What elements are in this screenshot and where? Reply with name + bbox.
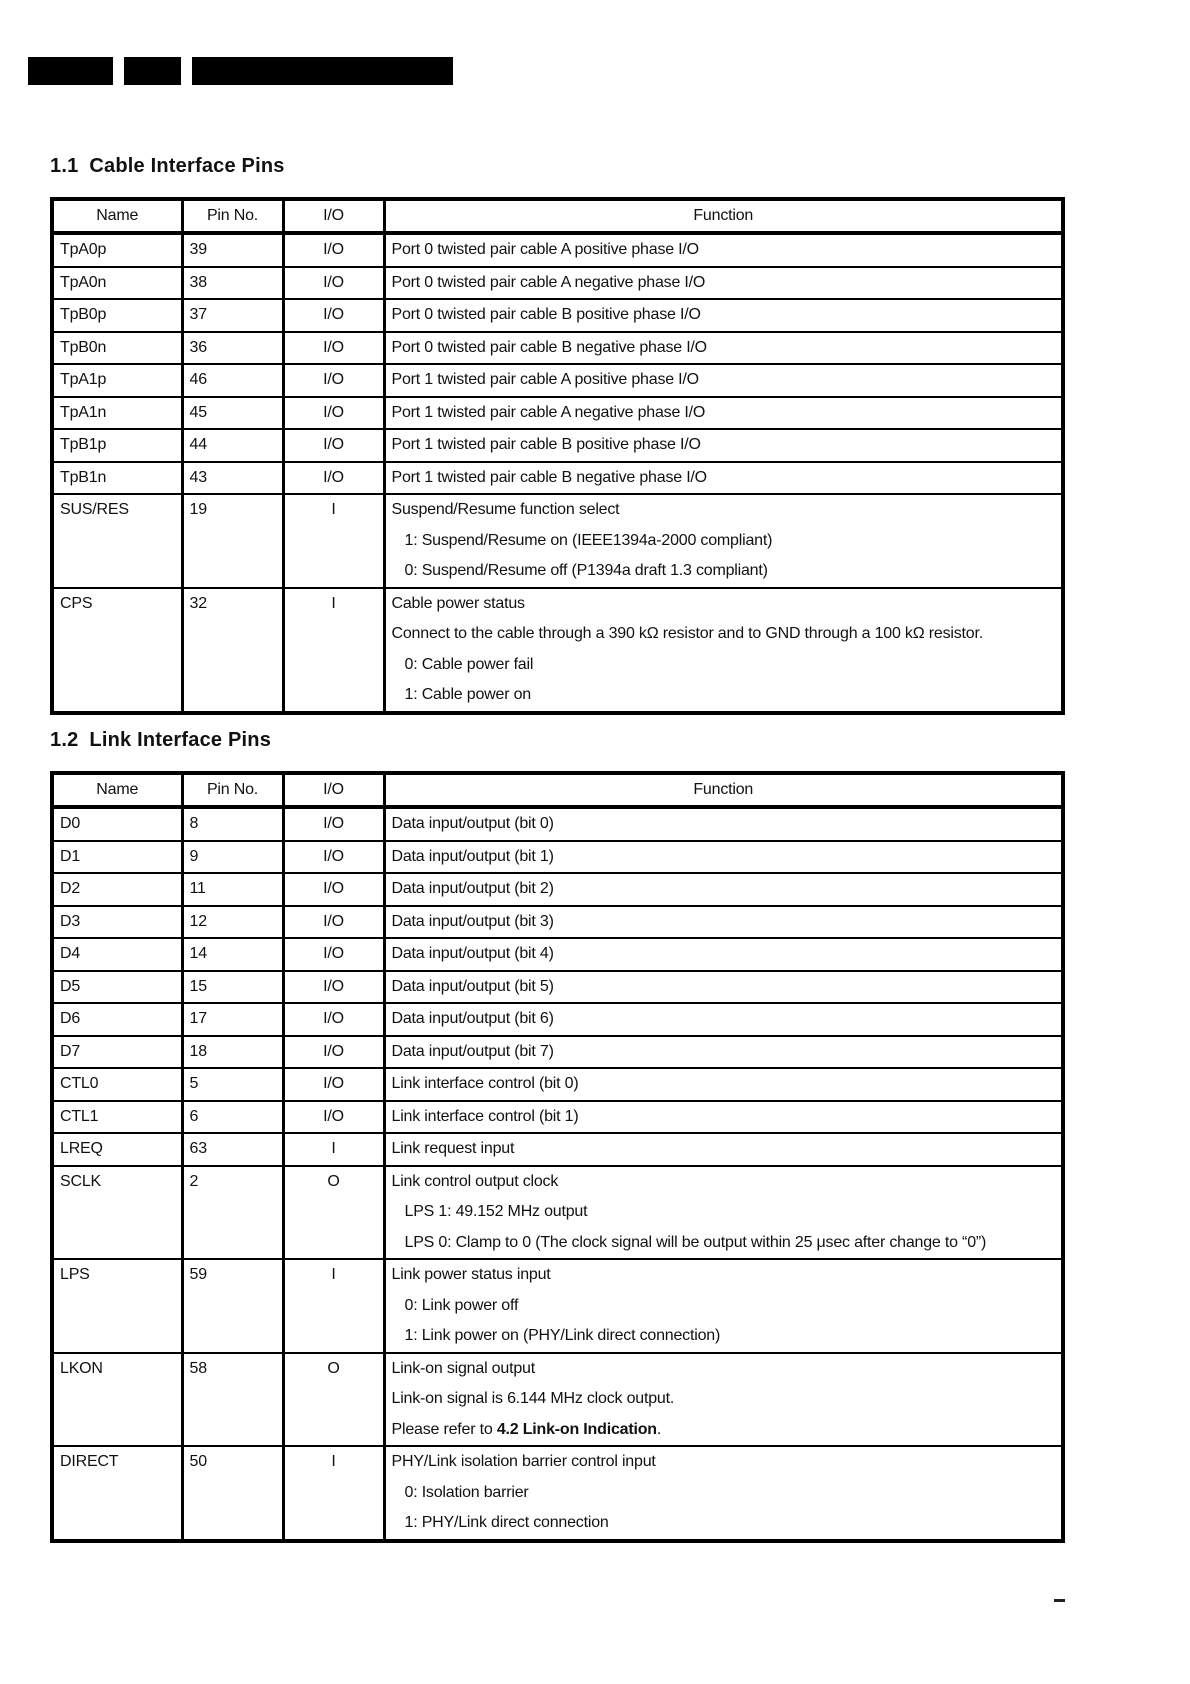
function-text: Port 0 twisted pair cable B negative phase I/O bbox=[391, 338, 707, 356]
header-bar-3 bbox=[192, 57, 453, 85]
pin-number: 8 bbox=[182, 807, 283, 841]
function-line bbox=[392, 650, 1056, 681]
pin-name: TpB0n bbox=[52, 332, 182, 365]
function-line bbox=[392, 300, 1056, 331]
function-line bbox=[392, 619, 1056, 650]
header-bar-1 bbox=[28, 57, 113, 85]
pin-io: O bbox=[283, 1166, 384, 1260]
pin-name: TpA0p bbox=[52, 233, 182, 267]
pin-name: CTL0 bbox=[52, 1068, 182, 1101]
function-text: Data input/output (bit 2) bbox=[391, 880, 554, 897]
pin-function bbox=[384, 807, 1063, 841]
pin-name: D4 bbox=[52, 938, 182, 971]
column-header: Name bbox=[52, 199, 182, 233]
pin-function bbox=[384, 588, 1063, 713]
table-row bbox=[52, 588, 1063, 713]
pin-name: TpA1n bbox=[52, 397, 182, 430]
table-row bbox=[52, 494, 1063, 588]
function-line bbox=[392, 398, 1056, 429]
function-line bbox=[392, 939, 1056, 970]
pin-io: I/O bbox=[283, 938, 384, 971]
function-line bbox=[392, 1384, 1056, 1415]
pin-number: 12 bbox=[182, 906, 283, 939]
pin-number: 43 bbox=[182, 462, 283, 495]
pin-number: 38 bbox=[182, 267, 283, 300]
pin-io: I/O bbox=[283, 267, 384, 300]
pin-function bbox=[384, 1259, 1063, 1353]
function-text: 0: Suspend/Resume off (P1394a draft 1.3 compliant) bbox=[404, 562, 768, 579]
function-line bbox=[392, 907, 1056, 938]
function-line bbox=[392, 972, 1056, 1003]
table-row bbox=[52, 1036, 1063, 1069]
pin-io: I/O bbox=[283, 429, 384, 462]
pin-io: I/O bbox=[283, 364, 384, 397]
pin-number: 37 bbox=[182, 299, 283, 332]
table-row bbox=[52, 1101, 1063, 1134]
pin-function bbox=[384, 397, 1063, 430]
link-interface-pins-table bbox=[50, 771, 1065, 1543]
table-row bbox=[52, 429, 1063, 462]
function-line bbox=[392, 463, 1056, 494]
section-heading-cable bbox=[50, 155, 285, 178]
function-line bbox=[392, 430, 1056, 461]
table-row bbox=[52, 1259, 1063, 1353]
function-text: Port 1 twisted pair cable A positive phase I/O bbox=[391, 371, 699, 388]
function-line bbox=[392, 589, 1056, 620]
function-text: 1: Cable power on bbox=[404, 686, 531, 703]
pin-number: 46 bbox=[182, 364, 283, 397]
function-line bbox=[392, 526, 1056, 557]
table-row bbox=[52, 1353, 1063, 1447]
function-text: Port 1 twisted pair cable B positive phase I/O bbox=[391, 436, 701, 453]
function-text: Link-on signal is 6.144 MHz clock output. bbox=[391, 1390, 675, 1407]
pin-number: 18 bbox=[182, 1036, 283, 1069]
pin-number: 58 bbox=[182, 1353, 283, 1447]
table-row bbox=[52, 1166, 1063, 1260]
section-title: Cable Interface Pins bbox=[89, 155, 285, 177]
pin-function bbox=[384, 1068, 1063, 1101]
pin-name: D0 bbox=[52, 807, 182, 841]
function-line bbox=[392, 1197, 1056, 1228]
function-text: Link request input bbox=[391, 1140, 515, 1157]
function-text: Port 1 twisted pair cable A negative phase I/O bbox=[391, 403, 706, 421]
table-row bbox=[52, 1003, 1063, 1036]
table-row bbox=[52, 233, 1063, 267]
function-text: LPS 1: 49.152 MHz output bbox=[404, 1203, 588, 1220]
function-text: Link interface control (bit 1) bbox=[391, 1107, 579, 1125]
function-text: 1: Link power on (PHY/Link direct connection) bbox=[404, 1327, 721, 1344]
table-row bbox=[52, 267, 1063, 300]
function-line bbox=[392, 333, 1056, 364]
function-text: Data input/output (bit 4) bbox=[391, 945, 554, 962]
pin-number: 63 bbox=[182, 1133, 283, 1166]
pin-number: 19 bbox=[182, 494, 283, 588]
column-header: Pin No. bbox=[182, 199, 283, 233]
function-text: 0: Cable power fail bbox=[404, 655, 534, 673]
function-line bbox=[392, 1321, 1056, 1352]
table-row bbox=[52, 807, 1063, 841]
function-line bbox=[392, 680, 1056, 711]
pin-name: DIRECT bbox=[52, 1446, 182, 1541]
function-text: Please refer to bbox=[391, 1420, 497, 1438]
pin-function bbox=[384, 971, 1063, 1004]
pin-name: SUS/RES bbox=[52, 494, 182, 588]
function-line bbox=[392, 268, 1056, 299]
function-text: 0: Link power off bbox=[404, 1296, 519, 1314]
table-row bbox=[52, 873, 1063, 906]
pin-io: I/O bbox=[283, 906, 384, 939]
function-text: Cable power status bbox=[391, 594, 525, 612]
pin-number: 39 bbox=[182, 233, 283, 267]
function-line bbox=[392, 1508, 1056, 1539]
function-line bbox=[392, 1415, 1056, 1446]
pin-io: I/O bbox=[283, 971, 384, 1004]
pin-number: 2 bbox=[182, 1166, 283, 1260]
pin-name: SCLK bbox=[52, 1166, 182, 1260]
pin-name: D7 bbox=[52, 1036, 182, 1069]
column-header: Function bbox=[384, 773, 1063, 807]
function-line bbox=[392, 495, 1056, 526]
function-text: Link-on signal output bbox=[391, 1359, 535, 1377]
pin-function bbox=[384, 1446, 1063, 1541]
pin-name: TpB0p bbox=[52, 299, 182, 332]
section-title: Link Interface Pins bbox=[89, 729, 272, 751]
function-text: 1: PHY/Link direct connection bbox=[404, 1514, 609, 1531]
pin-name: CTL1 bbox=[52, 1101, 182, 1134]
pin-name: D3 bbox=[52, 906, 182, 939]
pin-io: I/O bbox=[283, 1003, 384, 1036]
function-line bbox=[392, 1478, 1056, 1509]
pin-number: 36 bbox=[182, 332, 283, 365]
pin-function bbox=[384, 1101, 1063, 1134]
pin-function bbox=[384, 841, 1063, 874]
pin-name: TpA1p bbox=[52, 364, 182, 397]
cable-interface-pins-table bbox=[50, 197, 1065, 715]
table-row bbox=[52, 841, 1063, 874]
function-text: Data input/output (bit 0) bbox=[391, 815, 554, 832]
pin-name: D2 bbox=[52, 873, 182, 906]
pin-function bbox=[384, 1036, 1063, 1069]
pin-function bbox=[384, 233, 1063, 267]
function-line bbox=[392, 1004, 1056, 1035]
pin-io: I bbox=[283, 1259, 384, 1353]
table-row bbox=[52, 906, 1063, 939]
pin-io: I/O bbox=[283, 873, 384, 906]
pin-function bbox=[384, 1166, 1063, 1260]
pin-io: I/O bbox=[283, 233, 384, 267]
pin-io: I/O bbox=[283, 841, 384, 874]
pin-number: 45 bbox=[182, 397, 283, 430]
pin-name: D5 bbox=[52, 971, 182, 1004]
function-line bbox=[392, 1260, 1056, 1291]
function-text: Data input/output (bit 1) bbox=[391, 847, 554, 865]
pin-io: I bbox=[283, 1446, 384, 1541]
table-row bbox=[52, 397, 1063, 430]
section-number: 1.1 bbox=[50, 155, 79, 177]
pin-number: 59 bbox=[182, 1259, 283, 1353]
function-line bbox=[392, 1102, 1056, 1133]
function-line bbox=[392, 809, 1056, 840]
pin-io: I/O bbox=[283, 1068, 384, 1101]
column-header: Pin No. bbox=[182, 773, 283, 807]
pin-function bbox=[384, 1003, 1063, 1036]
table-row bbox=[52, 299, 1063, 332]
pin-function bbox=[384, 299, 1063, 332]
pin-io: I bbox=[283, 1133, 384, 1166]
function-text: Port 0 twisted pair cable A positive phase I/O bbox=[391, 241, 699, 258]
function-line bbox=[392, 1134, 1056, 1165]
function-text: Link interface control (bit 0) bbox=[391, 1075, 579, 1092]
function-text: Data input/output (bit 6) bbox=[391, 1010, 554, 1027]
function-text: Suspend/Resume function select bbox=[391, 501, 620, 518]
pin-number: 9 bbox=[182, 841, 283, 874]
table-row bbox=[52, 938, 1063, 971]
table-row bbox=[52, 971, 1063, 1004]
function-line bbox=[392, 365, 1056, 396]
pin-name: TpA0n bbox=[52, 267, 182, 300]
pin-io: I/O bbox=[283, 1101, 384, 1134]
pin-number: 5 bbox=[182, 1068, 283, 1101]
table-row bbox=[52, 364, 1063, 397]
pin-io: O bbox=[283, 1353, 384, 1447]
pin-number: 14 bbox=[182, 938, 283, 971]
pin-function bbox=[384, 332, 1063, 365]
function-text: Port 1 twisted pair cable B negative phase I/O bbox=[391, 468, 707, 486]
function-line bbox=[392, 842, 1056, 873]
function-line bbox=[392, 235, 1056, 266]
function-text: PHY/Link isolation barrier control input bbox=[391, 1453, 656, 1470]
pin-number: 6 bbox=[182, 1101, 283, 1134]
reference-link-text: 4.2 Link-on Indication bbox=[496, 1420, 657, 1438]
pin-io: I bbox=[283, 494, 384, 588]
pin-number: 17 bbox=[182, 1003, 283, 1036]
function-text: LPS 0: Clamp to 0 (The clock signal will be output within 25 μsec after change to “0”) bbox=[404, 1233, 987, 1251]
column-header: I/O bbox=[283, 773, 384, 807]
pin-number: 50 bbox=[182, 1446, 283, 1541]
pin-name: LPS bbox=[52, 1259, 182, 1353]
function-text: Port 0 twisted pair cable A negative phase I/O bbox=[391, 273, 706, 291]
pin-name: TpB1n bbox=[52, 462, 182, 495]
function-text: Connect to the cable through a 390 kΩ resistor and to GND through a 100 kΩ resistor. bbox=[391, 625, 983, 642]
table-row bbox=[52, 1133, 1063, 1166]
function-text: Data input/output (bit 7) bbox=[391, 1042, 554, 1060]
pin-function bbox=[384, 1133, 1063, 1166]
function-line bbox=[392, 1069, 1056, 1100]
pin-function bbox=[384, 494, 1063, 588]
pin-number: 15 bbox=[182, 971, 283, 1004]
column-header: I/O bbox=[283, 199, 384, 233]
pin-io: I/O bbox=[283, 1036, 384, 1069]
pin-name: CPS bbox=[52, 588, 182, 713]
pin-function bbox=[384, 938, 1063, 971]
function-text: Data input/output (bit 5) bbox=[391, 977, 554, 995]
pin-number: 32 bbox=[182, 588, 283, 713]
pin-io: I/O bbox=[283, 397, 384, 430]
pin-function bbox=[384, 429, 1063, 462]
function-line bbox=[392, 1354, 1056, 1385]
function-line bbox=[392, 1228, 1056, 1259]
header-bar-2 bbox=[124, 57, 181, 85]
function-line bbox=[392, 1037, 1056, 1068]
pin-name: TpB1p bbox=[52, 429, 182, 462]
section-number: 1.2 bbox=[50, 729, 79, 751]
section-heading-link bbox=[50, 729, 271, 752]
pin-function bbox=[384, 1353, 1063, 1447]
table-header-row bbox=[52, 199, 1063, 233]
function-text: 1: Suspend/Resume on (IEEE1394a-2000 compliant) bbox=[404, 531, 773, 549]
function-text: Port 0 twisted pair cable B positive phase I/O bbox=[391, 306, 701, 323]
pin-function bbox=[384, 364, 1063, 397]
function-text: 0: Isolation barrier bbox=[404, 1483, 529, 1501]
pin-number: 44 bbox=[182, 429, 283, 462]
table-row bbox=[52, 462, 1063, 495]
pin-name: LREQ bbox=[52, 1133, 182, 1166]
function-line bbox=[392, 874, 1056, 905]
pin-io: I/O bbox=[283, 462, 384, 495]
pin-io: I bbox=[283, 588, 384, 713]
pin-io: I/O bbox=[283, 807, 384, 841]
page-mark bbox=[1054, 1599, 1065, 1602]
pin-number: 11 bbox=[182, 873, 283, 906]
pin-function bbox=[384, 462, 1063, 495]
function-text: Data input/output (bit 3) bbox=[391, 912, 554, 930]
function-line bbox=[392, 1291, 1056, 1322]
pin-name: LKON bbox=[52, 1353, 182, 1447]
pin-function bbox=[384, 267, 1063, 300]
pin-name: D1 bbox=[52, 841, 182, 874]
function-text: Link power status input bbox=[391, 1266, 551, 1283]
function-line bbox=[392, 1447, 1056, 1478]
table-row bbox=[52, 332, 1063, 365]
table-header-row bbox=[52, 773, 1063, 807]
pin-function bbox=[384, 906, 1063, 939]
function-line bbox=[392, 556, 1056, 587]
function-line bbox=[392, 1167, 1056, 1198]
function-text: Link control output clock bbox=[391, 1172, 559, 1190]
table-row bbox=[52, 1446, 1063, 1541]
pin-io: I/O bbox=[283, 299, 384, 332]
function-text-tail: . bbox=[656, 1420, 662, 1438]
column-header: Name bbox=[52, 773, 182, 807]
pin-io: I/O bbox=[283, 332, 384, 365]
column-header: Function bbox=[384, 199, 1063, 233]
pin-name: D6 bbox=[52, 1003, 182, 1036]
table-row bbox=[52, 1068, 1063, 1101]
pin-function bbox=[384, 873, 1063, 906]
